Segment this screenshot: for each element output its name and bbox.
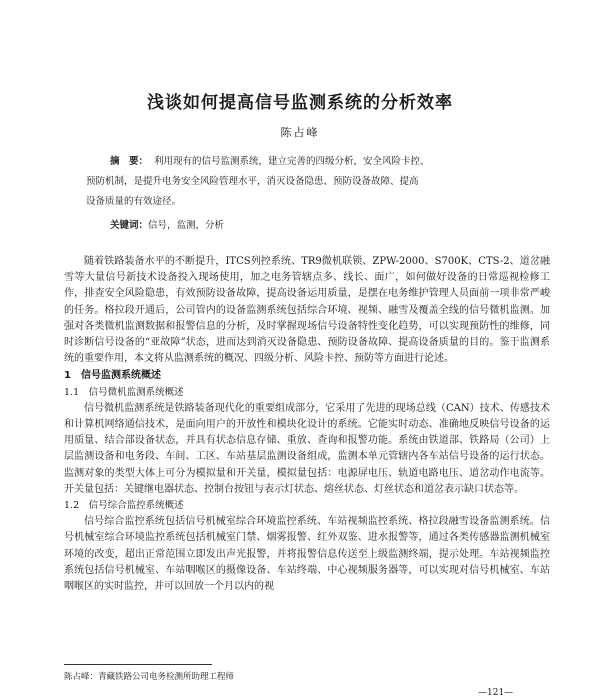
paragraph-1-2: 信号综合监控系统包括信号机械室综合环境监控系统、车站视频监控系统、格拉段融雪设备监测系统。信号机械室综合环境监控系统包括机械室门禁、烟雾报警、红外双鉴、进水报警等，通过各类传感器监测机械室环境的改变，超出正常范围立即发出声光报警，并将报警信息传送至上级监测终端，提示处理。车站视频监控系统包括信号机械室、车站咽喉区的摄像设备、车站终端、中心视频服务器等，可以实现对信号机械室、车站咽喉区的实时监控，并可以回放一个月以内的视 — [64, 516, 550, 593]
keywords-label: 关键词： — [110, 220, 149, 231]
section-heading-1: 1 信号监测系统概述 — [64, 370, 161, 382]
abstract-line-3: 设备质量的有效途径。 — [86, 196, 182, 207]
intro-paragraph: 随着铁路装备水平的不断提升，ITCS列控系统、TR9微机联锁、ZPW-2000、S700K、CTS-2、道岔融雪等大量信号新技术设备投入现场使用，加之电务管辖点多、线长、面广，如何做好设备的日常巡视检修工作，排查安全风险隐患，有效预防设备故障，提高设备运用质量，是摆在电务维护管理人员面前一项非常严峻的任务。格拉段开通后，公司管内的设备监测系统包括综合环境、视频、融雪及覆盖全线的信号微机监测。加强对各类微机监测数据和报警信息的分析，及时掌握现场信号设备特性变化趋势，可以实现预防性的维修，同时诊断信号设备的“亚故障”状态，进而达到消灭设备隐患、预防设备故障、提高设备质量的目的。鉴于监测系统的重要作用，本文将从监测系统的概况、四级分析、风险卡控、预防等方面进行论述。 — [64, 256, 550, 365]
keywords — [110, 217, 510, 231]
body-text — [64, 254, 550, 595]
abstract-label: 摘 要： — [110, 156, 149, 167]
paper-title: 浅谈如何提高信号监测系统的分析效率 — [147, 93, 453, 113]
author-footnote: 陈占峰：青藏铁路公司电务检测所助理工程师 — [64, 672, 235, 682]
footnote-divider — [64, 664, 212, 665]
abstract-line-1 — [86, 152, 506, 172]
abstract — [86, 152, 506, 212]
paragraph-1-1: 信号微机监测系统是铁路装备现代化的重要组成部分，它采用了先进的现场总线（CAN）技术、传感技术和计算机网络通信技术，是面向用户的开放性和模块化设计的系统。它能实时动态、准确地反映信号设备的运用质量、结合部设备状态，并具有状态信息存储、重放、查询和报警功能。系统由铁道部、铁路局（公司）上层监测设备和电务段、车间、工区、车站基层监测设备组成，监测本单元管辖内各车站信号设备的运行状态。监测对象的类型大体上可分为模拟量和开关量，模拟量包括：电源屏电压、轨道电路电压、道岔动作电流等。开关量包括：关键继电器状态、控制台按钮与表示灯状态、熔丝状态、灯丝状态和道岔表示缺口状态等。 — [64, 402, 550, 495]
author-name: 陈占峰 — [280, 126, 320, 139]
abstract-text-1: 利用现有的信号监测系统，建立完善的四级分析，安全风险卡控、 — [154, 156, 430, 167]
subsection-heading-1-2: 1.2 信号综合监控系统概述 — [64, 500, 184, 512]
subsection-heading-1-1: 1.1 信号微机监测系统概述 — [64, 386, 184, 398]
abstract-line-2: 预防机制，是提升电务安全风险管理水平，消灭设备隐患、预防设备故障、提高 — [86, 176, 419, 187]
page-number: —121— — [478, 688, 514, 698]
keywords-value: 信号，监测，分析 — [148, 220, 225, 231]
